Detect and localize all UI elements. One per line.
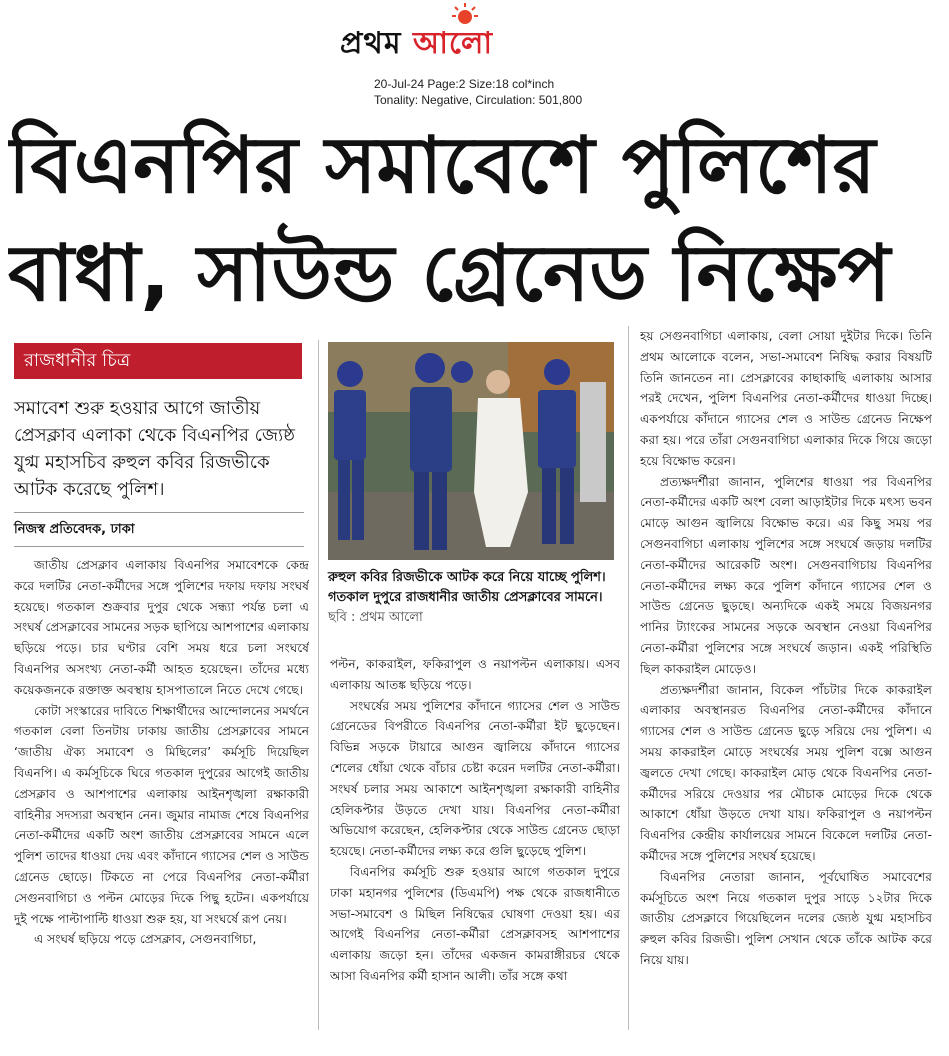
divider (14, 512, 304, 513)
headline (8, 112, 943, 328)
divider (14, 546, 304, 547)
police-escort-photo (328, 342, 614, 560)
photo-caption (328, 568, 618, 628)
clip-meta-line-2: Tonality: Negative, Circulation: 501,800 (374, 93, 583, 107)
column-divider (318, 340, 319, 1030)
paragraph: প্রত্যক্ষদর্শীরা জানান, পুলিশের ধাওয়া পর বিএনপির নেতা-কর্মীদের একটি অংশ বেলা আড়াইটার দিকে মৎস্য ভবন মোড়ে আগুন জ্বালিয়ে বিক্ষোভ করে। এর কিছু সময় পর সেগুনবাগিচা এলাকায় পুলিশের সঙ্গে সংঘর্ষে জড়ায় দলটির নেতা-কর্মীদের আরেকটি অংশ। সেগুনবাগিচায় বিএনপির নেতা-কর্মীদের লক্ষ্য করে পুলিশ কাঁদানে গ্যাসের শেল ও সাউন্ড গ্রেনেড ছুড়ছে। অন্যদিকে একই সময়ে বিজয়নগর পানির ট্যাংকের সামনের সড়কে অবস্থান নেওয়া বিএনপির নেতা-কর্মীরা পুলিশের সঙ্গে সংঘর্ষে জড়ান। একই পরিস্থিতি ছিল কাকরাইল মোড়েও। (640, 474, 932, 676)
column-divider (628, 326, 629, 1030)
section-tag: রাজধানীর চিত্র (14, 343, 302, 379)
paragraph: পল্টন, কাকরাইল, ফকিরাপুল ও নয়াপল্টন এলাকায়। এসব এলাকায় আতঙ্ক ছড়িয়ে পড়ে। (330, 657, 620, 692)
photo-credit: ছবি : প্রথম আলো (328, 610, 423, 625)
paragraph: কোটা সংস্কারের দাবিতে শিক্ষার্থীদের আন্দোলনের সমর্থনে গতকাল বেলা তিনটায় ঢাকায় জাতীয় প্রেসক্লাবের সামনে ‘জাতীয় ঐক্য সমাবেশ ও মিছিলের’ কর্মসূচি দিয়েছিল বিএনপি। এ কর্মসূচিকে ঘিরে গতকাল দুপুরের আগেই জাতীয় প্রেসক্লাব ও আশপাশের এলাকায় আইনশৃঙ্খলা রক্ষাকারী বাহিনীর সদস্যরা অবস্থান নেন। জুমার নামাজ শেষে বিএনপির নেতা-কর্মীদের একটি অংশ জাতীয় প্রেসক্লাবের সামনে এলে পুলিশ তাদের ধাওয়া দেয় এবং কাঁদানে গ্যাসের শেল ও সাউন্ড গ্রেনেড ছোড়ে। টিকতে না পেরে বিএনপির নেতা-কর্মীরা সেগুনবাগিচা ও পল্টন মোড়ের দিকে পিছু হটেন। একপর্যায়ে দুই পক্ষে পাল্টাপাল্টি ধাওয়া শুরু হয়, যা সংঘর্ষে রূপ নেয়। (14, 703, 309, 926)
headline-line-1: বিএনপির সমাবেশে পুলিশের (8, 121, 876, 211)
article-column-middle (330, 654, 620, 1026)
paragraph: বিএনপির কর্মসূচি শুরু হওয়ার আগে গতকাল দুপুরে ঢাকা মহানগর পুলিশের (ডিএমপি) পক্ষ থেকে রাজধানীতে সভা-সমাবেশ ও মিছিল নিষিদ্ধের ঘোষণা দেওয়া হয়। এর আগেই বিএনপির নেতা-কর্মীরা প্রেসক্লাবসহ আশপাশের এলাকায় জড়ো হন। তাঁদের একজন কামরাঙ্গীরচর থেকে আসা বিএনপির কর্মী হাসান আলী। তাঁর সঙ্গে কথা (330, 864, 620, 983)
newspaper-logo (340, 22, 620, 66)
byline: নিজস্ব প্রতিবেদক, ঢাকা (14, 522, 135, 537)
article-column-left (14, 555, 309, 1025)
caption-text: রুহুল কবির রিজভীকে আটক করে নিয়ে যাচ্ছে পুলিশ। গতকাল দুপুরে রাজধানীর জাতীয় প্রেসক্লাবের সামনে। (328, 570, 606, 605)
paragraph: হয় সেগুনবাগিচা এলাকায়, বেলা সোয়া দুইটার দিকে। তিনি প্রথম আলোকে বলেন, সভা-সমাবেশ নিষিদ্ধ করার বিষয়টি তিনি জানতেন না। প্রেসক্লাবের কাছাকাছি এলাকায় আসার পরই দেখেন, পুলিশ বিএনপির নেতা-কর্মীদের ধাওয়া দিচ্ছে। একপর্যায়ে কাঁদানে গ্যাসের শেল ও সাউন্ড গ্রেনেড নিক্ষেপ করা হয়। পরে তাঁরা সেগুনবাগিচা এলাকার দিকে গিয়ে জড়ো হয়ে বিক্ষোভ করেন। (640, 329, 932, 468)
headline-line-2: বাধা, সাউন্ড গ্রেনেড নিক্ষেপ (8, 229, 891, 319)
logo-part-2: আলো (412, 26, 494, 61)
logo-part-1: প্রথম (340, 26, 402, 61)
paragraph: প্রত্যক্ষদর্শীরা জানান, বিকেল পাঁচটার দিকে কাকরাইল এলাকার অবস্থানরত বিএনপির নেতা-কর্মীদের কাঁদানে গ্যাসের শেল ও সাউন্ড গ্রেনেড ছুড়ে সরিয়ে দেয় পুলিশ। এ সময় কাকরাইল মোড়ে সংঘর্ষের সময় পুলিশ বক্সে আগুন জ্বলতে দেখা গেছে। কাকরাইল মোড় থেকে বিএনপির নেতা-কর্মীদের সরিয়ে দেওয়ার পর মৌচাক মোড়ের দিকে থেকে আকাশে ধোঁয়া উড়তে দেখা যায়। ফকিরাপুল ও নয়াপল্টন বিএনপির কেন্দ্রীয় কার্যালয়ের সামনে বিকেলে দলটির নেতা-কর্মীদের সঙ্গে পুলিশের সংঘর্ষ হয়েছে। (640, 682, 932, 863)
sun-icon (452, 2, 478, 28)
paragraph: সংঘর্ষের সময় পুলিশের কাঁদানে গ্যাসের শেল ও সাউন্ড গ্রেনেডের বিপরীতে বিএনপির নেতা-কর্মীরা ইট ছুড়েছেন। বিভিন্ন সড়কে টায়ারে আগুন জ্বালিয়ে কাঁদানে গ্যাসের শেলের ধোঁয়া থেকে বাঁচার চেষ্টা করেন দলটির নেতা-কর্মীরা। সংঘর্ষ চলার সময় আকাশে আইনশৃঙ্খলা রক্ষাকারী বাহিনীর হেলিকপ্টার উড়তে দেখা যায়। বিএনপির নেতা-কর্মীরা অভিযোগ করেছেন, হেলিকপ্টার থেকে সাউন্ড গ্রেনেড ছোড়া হয়েছে। নেতা-কর্মীদের লক্ষ্য করে গুলি ছুড়েছে পুলিশ। (330, 698, 620, 859)
article-column-right (640, 326, 932, 1026)
paragraph: এ সংঘর্ষ ছড়িয়ে পড়ে প্রেসক্লাব, সেগুনবাগিচা, (34, 932, 257, 947)
clip-meta-line-1: 20-Jul-24 Page:2 Size:18 col*inch (374, 77, 555, 91)
news-photo (328, 342, 614, 560)
paragraph: জাতীয় প্রেসক্লাব এলাকায় বিএনপির সমাবেশকে কেন্দ্র করে দলটির নেতা-কর্মীদের সঙ্গে পুলিশের দফায় দফায় সংঘর্ষ হয়েছে। গতকাল শুক্রবার দুপুর থেকে সন্ধ্যা পর্যন্ত চলা এ সংঘর্ষ প্রেসক্লাবের সামনের সড়ক ছাপিয়ে আশপাশের এলাকায় ছড়িয়ে পড়ে। চার ঘণ্টার বেশি সময় ধরে চলা সংঘর্ষে বিএনপির অসংখ্য নেতা-কর্মী আহত হয়েছেন। তাঁদের মধ্যে কয়েকজনকে রক্তাক্ত অবস্থায় হাসপাতালে নিতে দেখে গেছে। (14, 558, 309, 697)
masthead (0, 0, 949, 110)
paragraph: বিএনপির নেতারা জানান, পূর্বঘোষিত সমাবেশের কর্মসূচিতে অংশ নিয়ে গতকাল দুপুর সাড়ে ১২টার দিকে জাতীয় প্রেসক্লাবে গিয়েছিলেন দলের জ্যেষ্ঠ যুগ্ম মহাসচিব রুহুল কবির রিজভী। পুলিশ সেখান থেকে তাঁকে আটক করে নিয়ে যায়। (640, 869, 932, 967)
subhead: সমাবেশ শুরু হওয়ার আগে জাতীয় প্রেসক্লাব এলাকা থেকে বিএনপির জ্যেষ্ঠ যুগ্ম মহাসচিব রুহুল কবির রিজভীকে আটক করেছে পুলিশ। (14, 398, 295, 500)
